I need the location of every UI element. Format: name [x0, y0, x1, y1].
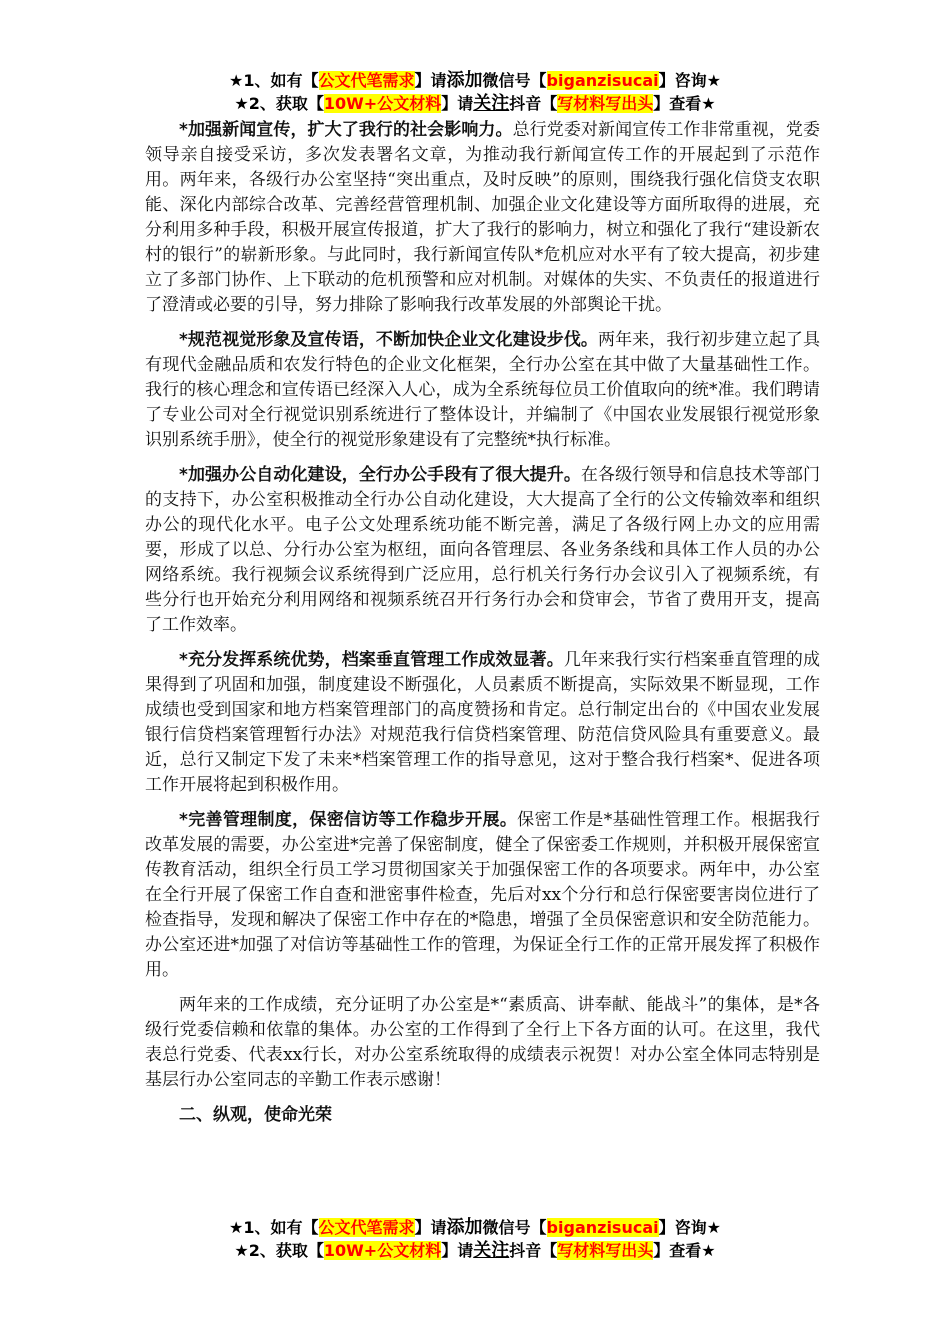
paragraph-lead: *完善管理制度，保密信访等工作稳步开展。 [179, 810, 518, 830]
ad-text: 】请 [414, 1218, 447, 1237]
paragraph-lead: *加强办公自动化建设，全行办公手段有了很大提升。 [179, 465, 581, 485]
ad-text: 】请 [414, 71, 447, 90]
paragraph-text: 总行党委对新闻宣传工作非常重视，党委领导亲自接受采访，多次发表署名文章，为推动我行新闻宣传工作的开展起到了示范作用。两年来，各级行办公室坚持“突出重点，及时反映”的原则，围绕我行强化信贷支农职能、深化内部综合改革、完善经营管理机制、加强企业文化建设等方面所取得的进展，充分利用多种手段，积极开展宣传报道，扩大了我行的影响力，树立和强化了我行“建设新农村的银行”的崭新形象。与此同时，我行新闻宣传队*危机应对水平有了较大提高，初步建立了多部门协作、上下联动的危机预警和应对机制。对媒体的失实、不负责任的报道进行了澄清或必要的引导，努力排除了影响我行改革发展的外部舆论干扰。 [145, 120, 821, 315]
paragraph-text: 两年来，我行初步建立起了具有现代金融品质和农发行特色的企业文化框架，全行办公室在其中做了大量基础性工作。我行的核心理念和宣传语已经深入人心，成为全系统每位员工价值取向的统*准。我们聘请了专业公司对全行视觉识别系统进行了整体设计，并编制了《中国农业发展银行视觉形象识别系统手册》，使全行的视觉形象建设有了完整统*执行标准。 [145, 330, 821, 450]
section-heading: 二、纵观，使命光荣 [179, 1105, 332, 1125]
paragraph-text: 保密工作是*基础性管理工作。根据我行改革发展的需要，办公室进*完善了保密制度，健全了保密委工作规则，并积极开展保密宣传教育活动，组织全行员工学习贯彻国家关于加强保密工作的各项要求。两年中，办公室在全行开展了保密工作自查和泄密事件检查，先后对xx个分行和总行保密要害岗位进行了检查指导，发现和解决了保密工作中存在的*隐患，增强了全员保密意识和安全防范能力。办公室还进*加强了对信访等基础性工作的管理，为保证全行工作的正常开展发挥了积极作用。 [145, 810, 821, 980]
paragraph-text: 两年来的工作成绩，充分证明了办公室是*“素质高、讲奉献、能战斗”的集体，是*各级行党委信赖和依靠的集体。办公室的工作得到了全行上下各方面的认可。在这里，我代表总行党委、代表xx行长，对办公室系统取得的成绩表示祝贺！对办公室全体同志特别是基层行办公室同志的辛勤工作表示感谢！ [145, 995, 820, 1090]
paragraph-lead: *充分发挥系统优势，档案垂直管理工作成效显著。 [179, 650, 564, 670]
ad-highlight: biganzisucai [546, 71, 659, 90]
ad-highlight: 公文代笔需求 [318, 1218, 415, 1237]
ad-text: ★2、获取【 [234, 1241, 324, 1260]
ad-text: 】查看★ [653, 94, 716, 113]
ad-text: 添加 [446, 70, 483, 91]
ad-text: 】咨询★ [658, 1218, 721, 1237]
ad-text: ★1、如有【 [229, 71, 319, 90]
ad-text: 添加 [446, 1217, 483, 1238]
ad-highlight: 写材料写出头 [557, 94, 654, 113]
paragraph-summary [145, 993, 820, 1093]
ad-text: 】请 [441, 94, 474, 113]
paragraph-news-publicity [145, 118, 820, 318]
ad-highlight: biganzisucai [546, 1218, 659, 1237]
ad-highlight: 写材料写出头 [557, 1241, 654, 1260]
document-body [145, 118, 820, 1128]
paragraph-lead: *加强新闻宣传，扩大了我行的社会影响力。 [179, 120, 513, 140]
ad-highlight: 公文代笔需求 [318, 71, 415, 90]
paragraph-lead: *规范视觉形象及宣传语，不断加快企业文化建设步伐。 [179, 330, 598, 350]
paragraph-office-automation [145, 463, 820, 638]
ad-text: 抖音【 [509, 1241, 558, 1260]
paragraph-archive-management [145, 648, 820, 798]
ad-highlight: 10W+公文材料 [323, 1241, 442, 1260]
ad-text: 关注 [473, 1240, 510, 1261]
ad-text: ★2、获取【 [234, 94, 324, 113]
ad-text: 关注 [473, 93, 510, 114]
ad-text: ★1、如有【 [229, 1218, 319, 1237]
ad-banner-top-line1 [0, 70, 950, 92]
ad-text: 】查看★ [653, 1241, 716, 1260]
ad-text: 】请 [441, 1241, 474, 1260]
paragraph-visual-identity [145, 328, 820, 453]
ad-text: 微信号【 [482, 1218, 547, 1237]
paragraph-text: 在各级行领导和信息技术等部门的支持下，办公室积极推动全行办公自动化建设，大大提高了全行的公文传输效率和组织办公的现代化水平。电子公文处理系统功能不断完善，满足了各级行网上办文的应用需要，形成了以总、分行办公室为枢纽，面向各管理层、各业务条线和具体工作人员的办公网络系统。我行视频会议系统得到广泛应用，总行机关行务行办会议引入了视频系统，有些分行也开始充分利用网络和视频系统召开行务行办会和贷审会，节省了费用开支，提高了工作效率。 [145, 465, 820, 635]
ad-highlight: 10W+公文材料 [323, 94, 442, 113]
ad-text: 微信号【 [482, 71, 547, 90]
ad-banner-bottom-line1 [0, 1217, 950, 1239]
paragraph-confidentiality [145, 808, 820, 983]
ad-text: 】咨询★ [658, 71, 721, 90]
paragraph-text: 几年来我行实行档案垂直管理的成果得到了巩固和加强，制度建设不断强化，人员素质不断提高，实际效果不断显现，工作成绩也受到国家和地方档案管理部门的高度赞扬和肯定。总行制定出台的《中国农业发展银行信贷档案管理暂行办法》对规范我行信贷档案管理、防范信贷风险具有重要意义。最近，总行又制定下发了未来*档案管理工作的指导意见，这对于整合我行档案*、促进各项工作开展将起到积极作用。 [145, 650, 821, 795]
ad-text: 抖音【 [509, 94, 558, 113]
ad-banner-top-line2 [0, 93, 950, 115]
ad-banner-bottom-line2 [0, 1240, 950, 1262]
